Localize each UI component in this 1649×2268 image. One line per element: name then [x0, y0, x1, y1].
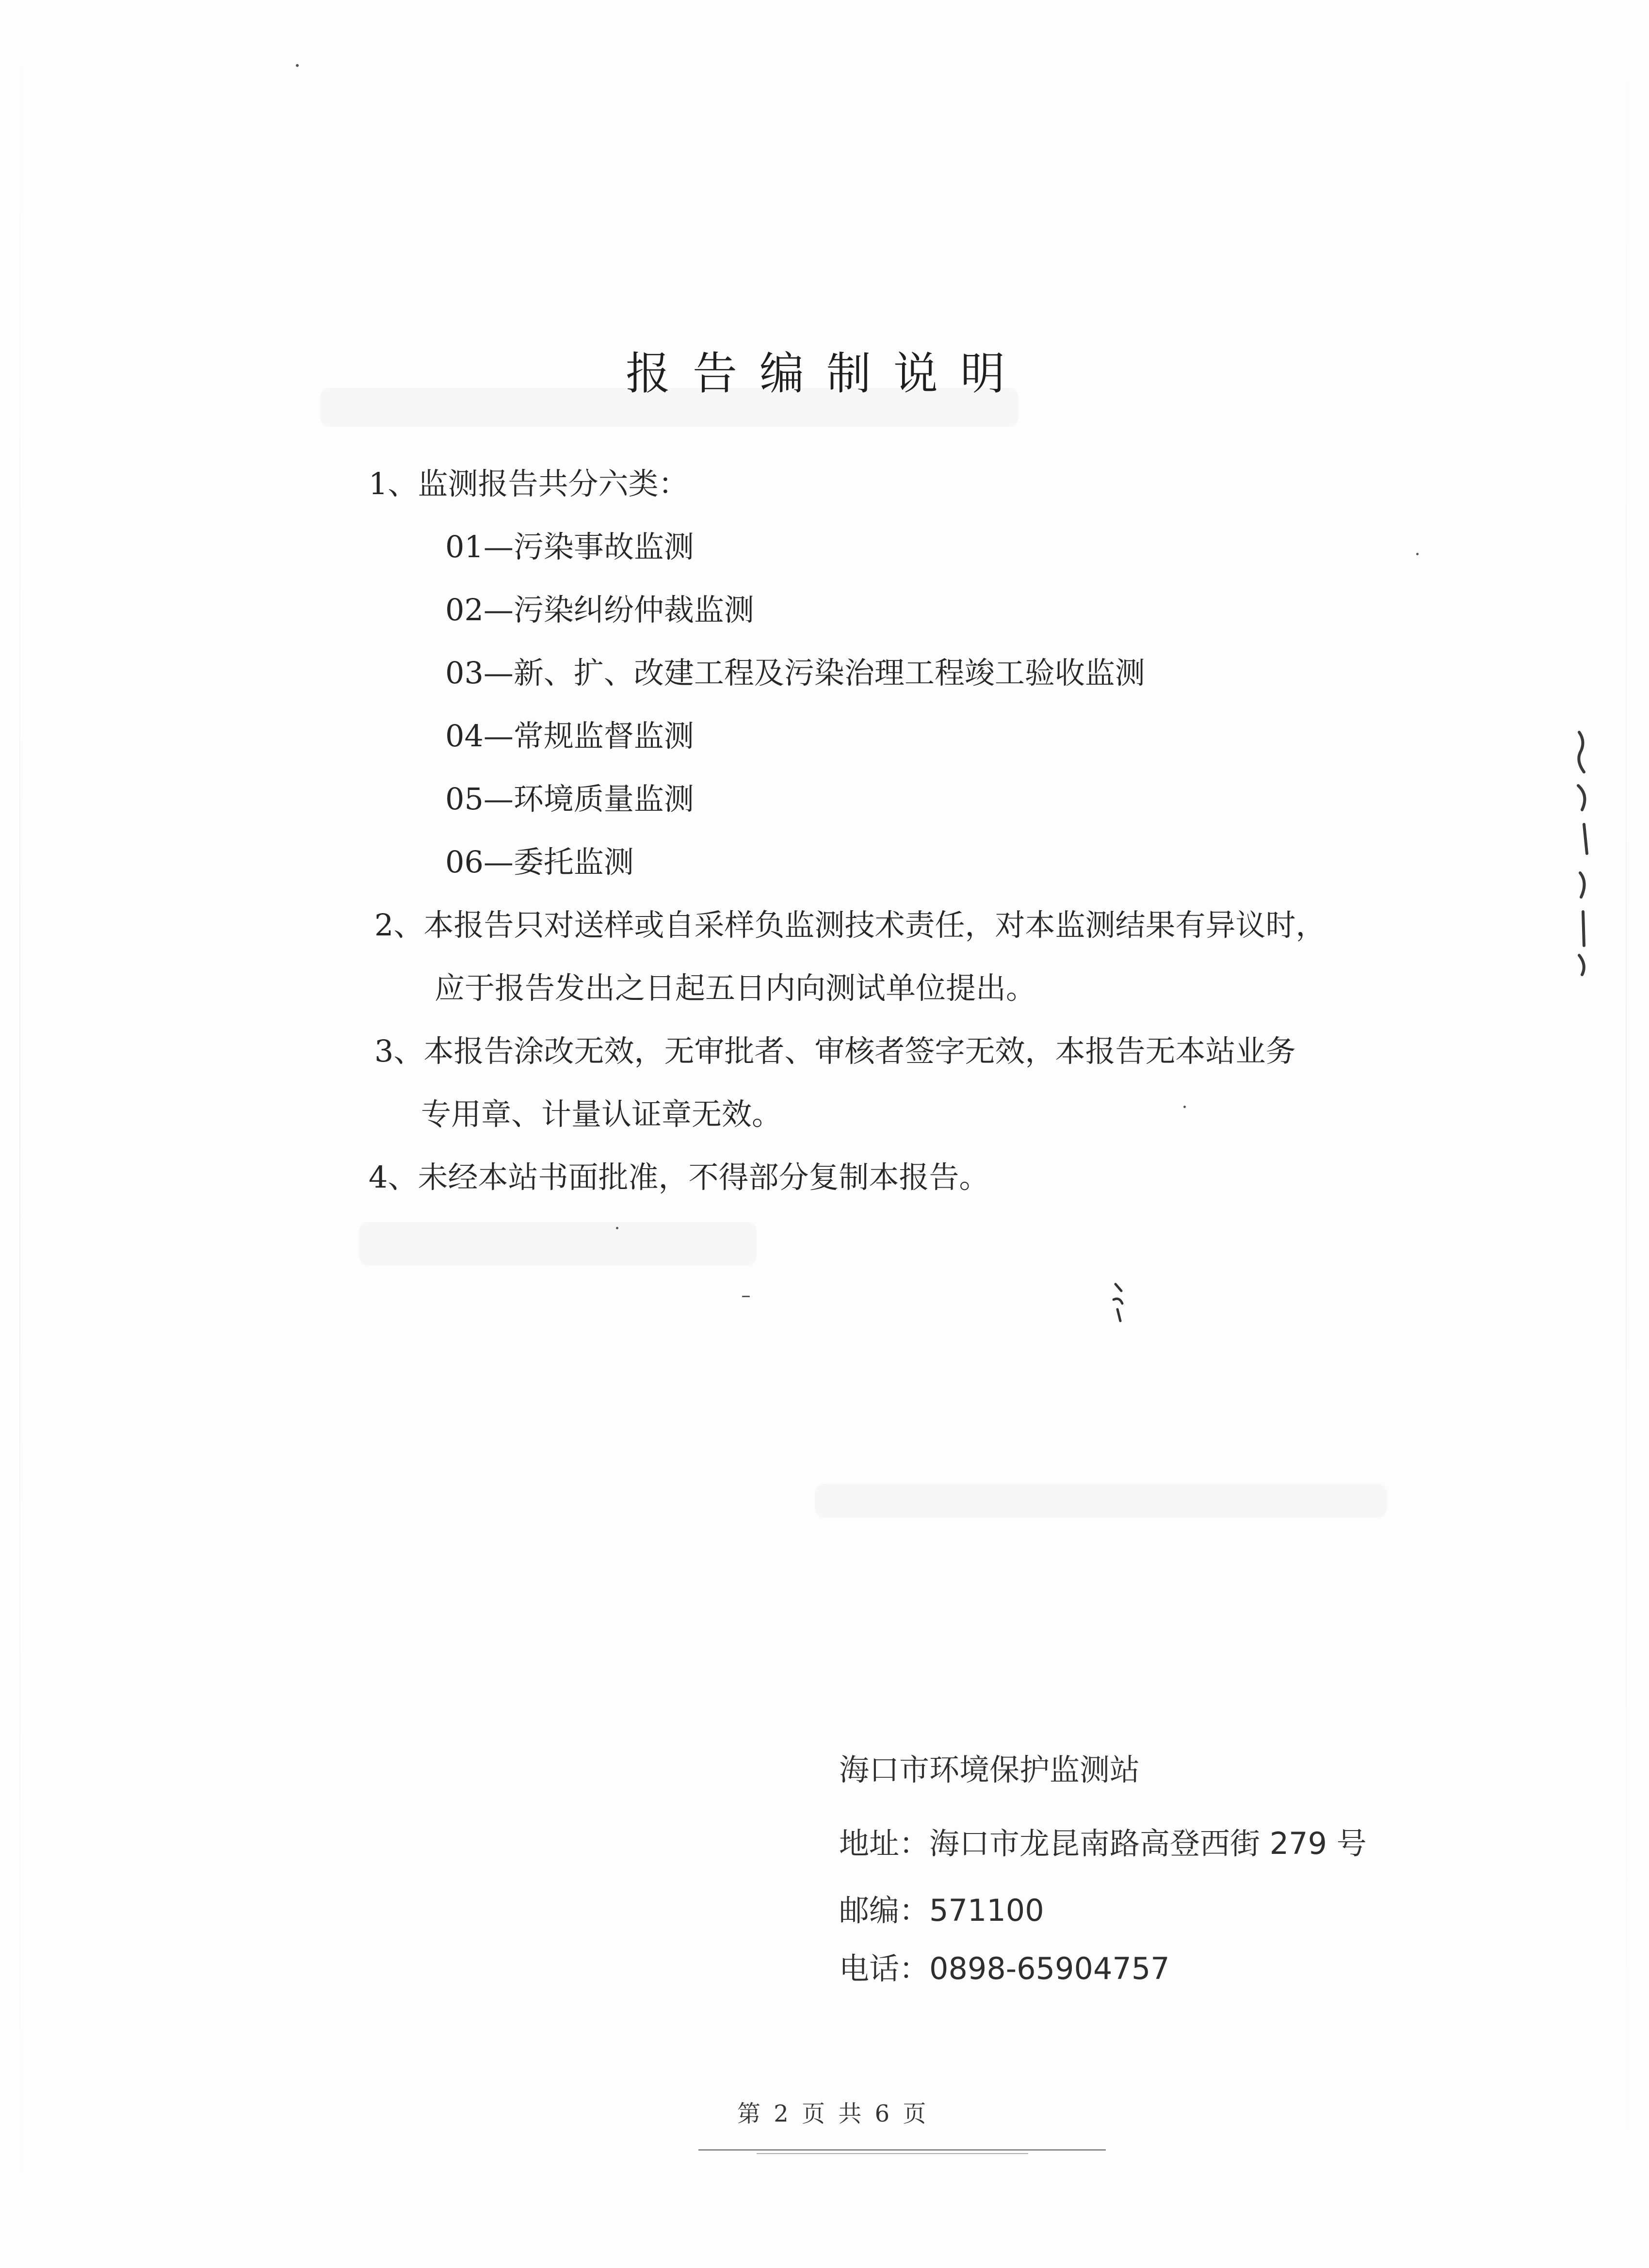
- scan-edge-right: [1626, 39, 1627, 2172]
- dust-speck: [1416, 553, 1419, 555]
- dust-speck: [1183, 1106, 1186, 1108]
- margin-handwriting-mark: [1569, 727, 1599, 980]
- dust-speck: [742, 1296, 750, 1297]
- page-number: 第 2 页 共 6 页: [737, 2100, 929, 2127]
- item-2-continued: 应于报告发出之日起五日内向测试单位提出。: [435, 970, 1036, 1006]
- item-3: 3、本报告涂改无效，无审批者、审核者签字无效，本报告无本站业务: [374, 1033, 1296, 1069]
- item-1-01: 01—污染事故监测: [445, 529, 694, 564]
- organization-name: 海口市环境保护监测站: [839, 1752, 1140, 1787]
- item-1-04: 04—常规监督监测: [445, 718, 694, 754]
- organization-address: 地址：海口市龙昆南路高登西街 279 号: [839, 1826, 1367, 1861]
- dust-speck: [296, 64, 299, 67]
- item-1-06: 06—委托监测: [445, 844, 634, 880]
- item-1-03: 03—新、扩、改建工程及污染治理工程竣工验收监测: [445, 655, 1145, 691]
- page-title: 报告编制说明: [626, 347, 1028, 400]
- item-1-05: 05—环境质量监测: [445, 781, 694, 817]
- footer-rule-secondary: [757, 2153, 1028, 2154]
- organization-postcode: 邮编：571100: [839, 1893, 1044, 1928]
- item-2: 2、本报告只对送样或自采样负监测技术责任，对本监测结果有异议时，: [374, 907, 1326, 943]
- dust-speck: [616, 1227, 618, 1229]
- item-4: 4、未经本站书面批准，不得部分复制本报告。: [369, 1159, 989, 1195]
- item-1-02: 02—污染纠纷仲裁监测: [445, 592, 754, 627]
- pen-mark: [1111, 1280, 1130, 1324]
- item-1: 1、监测报告共分六类：: [369, 466, 689, 501]
- organization-phone: 电话：0898-65904757: [839, 1951, 1170, 1986]
- bleed-through-band-3: [815, 1484, 1387, 1518]
- footer-rule: [698, 2149, 1106, 2151]
- bleed-through-band-2: [359, 1222, 757, 1266]
- item-3-continued: 专用章、计量认证章无效。: [421, 1096, 782, 1132]
- scan-edge-left: [19, 29, 20, 2211]
